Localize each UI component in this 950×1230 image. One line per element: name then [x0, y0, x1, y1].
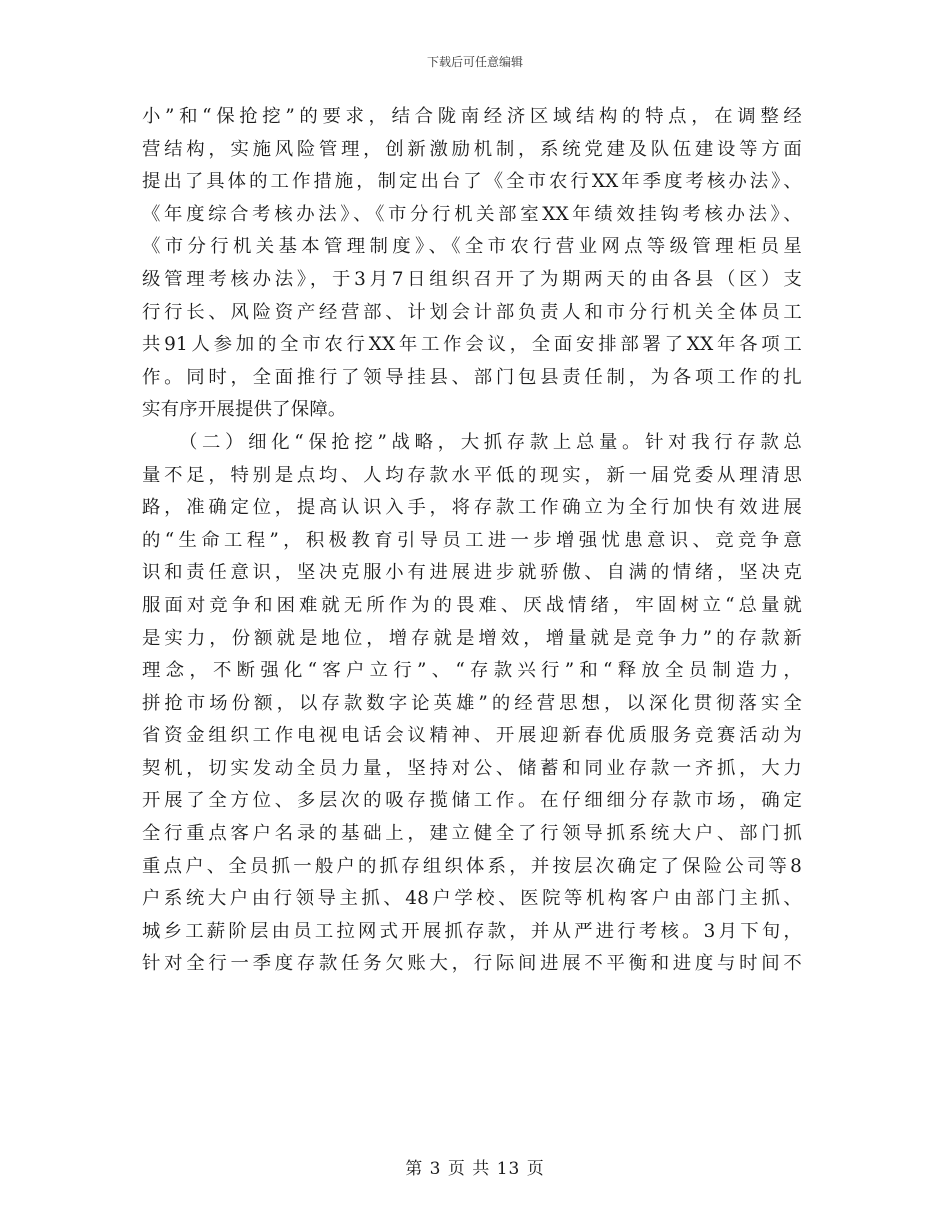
text-line: 提出了具体的工作措施，制定出台了《全市农行XX年季度考核办法》、 — [142, 171, 802, 193]
text-line: 小”和“保抢挖”的要求，结合陇南经济区域结构的特点，在调整经 — [142, 106, 802, 127]
text-line: 共91人参加的全市农行XX年工作会议，全面安排部署了XX年各项工 — [142, 334, 802, 356]
text-line: 路，准确定位，提高认识入手，将存款工作确立为全行加快有效进展 — [142, 497, 802, 519]
text-line: 的“生命工程”，积极教育引导员工进一步增强忧患意识、竞竞争意 — [142, 529, 802, 551]
document-body — [142, 101, 802, 981]
text-line: 开展了全方位、多层次的吸存揽储工作。在仔细细分存款市场，确定 — [142, 790, 802, 812]
text-line: 户系统大户由行领导主抓、48户学校、医院等机构客户由部门主抓、 — [142, 888, 802, 910]
text-line: 省资金组织工作电视电话会议精神、开展迎新春优质服务竞赛活动为 — [142, 725, 802, 747]
page-header: 下载后可任意编辑 — [426, 55, 523, 69]
text-line: 全行重点客户名录的基础上，建立健全了行领导抓系统大户、部门抓 — [142, 823, 802, 845]
paragraph-start-line: （二）细化“保抢挖”战略，大抓存款上总量。针对我行存款总 — [179, 431, 802, 453]
text-line: 针对全行一季度存款任务欠账大，行际间进展不平衡和进度与时间不 — [142, 953, 802, 975]
text-line: 营结构，实施风险管理，创新激励机制，系统党建及队伍建设等方面 — [142, 138, 802, 160]
text-line: 城乡工薪阶层由员工拉网式开展抓存款，并从严进行考核。3月下旬， — [142, 920, 802, 942]
text-line: 契机，切实发动全员力量，坚持对公、储蓄和同业存款一齐抓，大力 — [142, 757, 802, 779]
text-line: 级管理考核办法》，于3月7日组织召开了为期两天的由各县（区）支 — [142, 268, 802, 290]
text-line: 是实力，份额就是地位，增存就是增效，增量就是竞争力”的存款新 — [142, 627, 802, 649]
text-line: 《市分行机关基本管理制度》、《全市农行营业网点等级管理柜员星 — [142, 236, 802, 258]
text-line: 实有序开展提供了保障。 — [142, 399, 347, 421]
text-line: 重点户、全员抓一般户的抓存组织体系，并按层次确定了保险公司等8 — [142, 855, 802, 877]
text-line: 《年度综合考核办法》、《市分行机关部室XX年绩效挂钩考核办法》、 — [142, 203, 802, 225]
text-line: 理念，不断强化“客户立行”、“存款兴行”和“释放全员制造力， — [142, 660, 802, 682]
text-line: 拼抢市场份额，以存款数字论英雄”的经营思想，以深化贯彻落实全 — [142, 692, 802, 714]
text-line: 识和责任意识，坚决克服小有进展进步就骄傲、自满的情绪，坚决克 — [142, 562, 802, 584]
text-line: 量不足，特别是点均、人均存款水平低的现实，新一届党委从理清思 — [142, 464, 802, 486]
text-line: 行行长、风险资产经营部、计划会计部负责人和市分行机关全体员工 — [142, 301, 802, 323]
text-line: 作。同时，全面推行了领导挂县、部门包县责任制，为各项工作的扎 — [142, 366, 802, 388]
text-line: 服面对竞争和困难就无所作为的畏难、厌战情绪，牢固树立“总量就 — [142, 594, 802, 616]
page-number: 第 3 页 共 13 页 — [405, 1159, 545, 1179]
